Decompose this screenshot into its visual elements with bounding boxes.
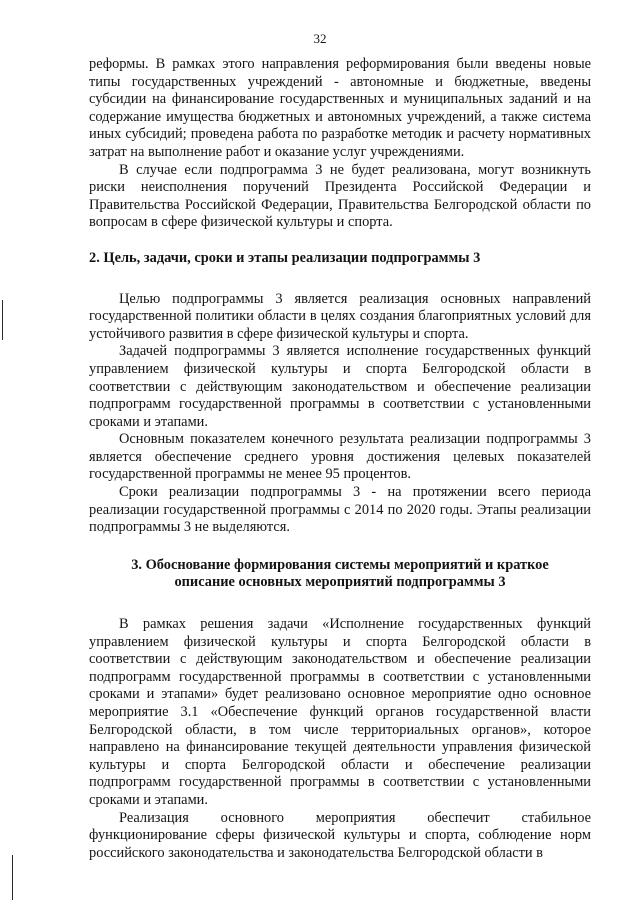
scan-edge-mark-top bbox=[2, 300, 3, 340]
section-3-heading-line-2: описание основных мероприятий подпрограммы 3 bbox=[174, 574, 506, 591]
document-body bbox=[89, 56, 591, 862]
intro-paragraph-1: реформы. В рамках этого направления реформирования были введены новые типы государственных учреждений - автономные и бюджетные, введены субсидии на финансирование государственных и муниципальных заданий и на содержание имущества бюджетных и автономных учреждений, а также система иных субсидий; проведена работа по разработке методик и расчету нормативных затрат на выполнение работ и оказание услуг учреждениями. bbox=[89, 56, 591, 160]
section-2-paragraph-2: Задачей подпрограммы 3 является исполнение государственных функций управлением физической культуры и спорта Белгородской области в соответствии с действующим законодательством и обеспечение реализации подпрограмм государственной программы в соответствии с установленными сроками и этапами. bbox=[89, 343, 591, 430]
scan-edge-mark-bottom bbox=[12, 855, 13, 900]
intro-paragraph-2: В случае если подпрограмма 3 не будет реализована, могут возникнуть риски неисполнения поручений Президента Российской Федерации и Правительства Российской Федерации, Правительства Белгородской области по вопросам в сфере физической культуры и спорта. bbox=[89, 161, 591, 231]
page-number: 32 bbox=[313, 31, 327, 46]
section-3-paragraph-2: Реализация основного мероприятия обеспечит стабильное функционирование сферы физической культуры и спорта, соблюдение норм российского законодательства и законодательства Белгородской области в bbox=[89, 809, 591, 861]
section-2-paragraph-4: Сроки реализации подпрограммы 3 - на протяжении всего периода реализации государственной программы с 2014 по 2020 годы. Этапы реализации подпрограммы 3 не выделяются. bbox=[89, 484, 591, 536]
section-2-paragraph-1: Целью подпрограммы 3 является реализация основных направлений государственной политики области в целях создания благоприятных условий для устойчивого развития в сфере физической культуры и спорта. bbox=[89, 290, 591, 342]
section-2-paragraph-3: Основным показателем конечного результата реализации подпрограммы 3 является обеспечение среднего уровня достижения целевых показателей государственной программы не менее 95 процентов. bbox=[89, 431, 591, 483]
section-3-paragraph-1: В рамках решения задачи «Исполнение государственных функций управлением физической культуры и спорта Белгородской области в соответствии с действующим законодательством и обеспечение реализации подпрограмм государственной программы в соответствии с установленными сроками и этапами» будет реализовано основное мероприятие одно основное мероприятие 3.1 «Обеспечение функций органов государственной власти Белгородской области, в том числе территориальных органов», которое направлено на финансирование текущей деятельности управления физической культуры и спорта Белгородской области и обеспечение реализации подпрограмм государственной программы в соответствии с установленными сроками и этапами. bbox=[89, 616, 591, 808]
section-3-heading bbox=[89, 557, 591, 592]
section-3-heading-line-1: 3. Обоснование формирования системы мероприятий и краткое bbox=[131, 556, 549, 573]
section-2-heading: 2. Цель, задачи, сроки и этапы реализации подпрограммы 3 bbox=[89, 249, 481, 266]
